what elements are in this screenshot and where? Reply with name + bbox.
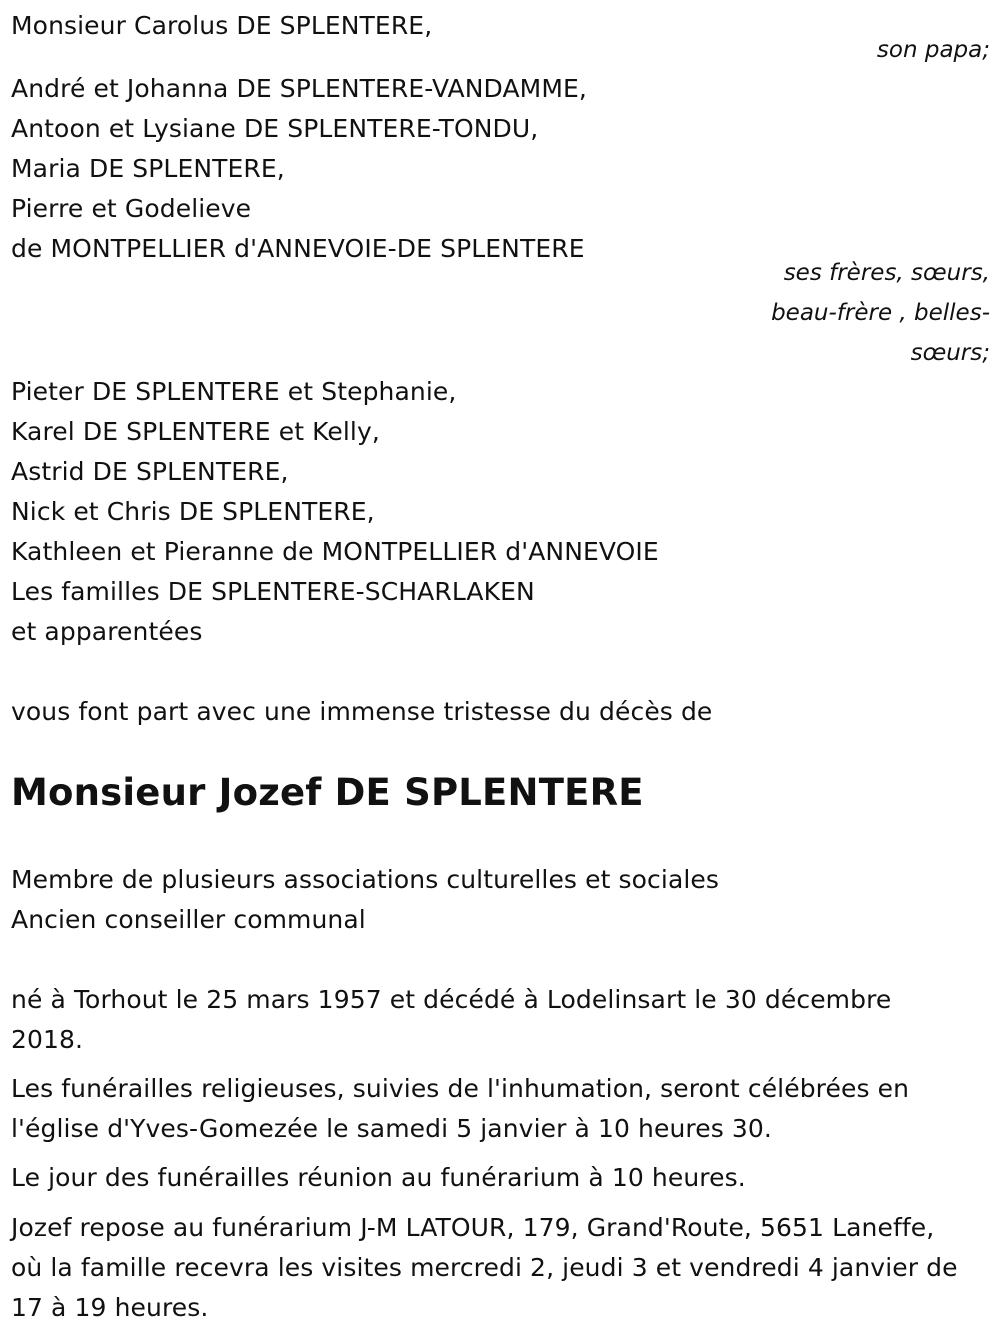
relative-name: Karel DE SPLENTERE et Kelly, xyxy=(11,417,380,446)
relative-name: et apparentées xyxy=(11,617,203,646)
announcement-text: vous font part avec une immense tristesse du décès de xyxy=(11,697,713,726)
father-relation: son papa; xyxy=(876,37,990,63)
sibling-name: Antoon et Lysiane DE SPLENTERE-TONDU, xyxy=(11,114,539,143)
gathering-paragraph: Le jour des funérailles réunion au funérarium à 10 heures. xyxy=(11,1163,746,1192)
father-name: Monsieur Carolus DE SPLENTERE, xyxy=(11,11,433,40)
relative-name: Les familles DE SPLENTERE-SCHARLAKEN xyxy=(11,577,535,606)
role-line: Ancien conseiller communal xyxy=(11,905,366,934)
sibling-name: de MONTPELLIER d'ANNEVOIE-DE SPLENTERE xyxy=(11,234,585,263)
visitation-paragraph: Jozef repose au funérarium J-M LATOUR, 179, Grand'Route, 5651 Laneffe, où la famille recevra les visites mercredi 2, jeudi 3 et vendredi 4 janvier de 17 à 19 heures. xyxy=(11,1213,958,1322)
sibling-name: Pierre et Godelieve xyxy=(11,194,252,223)
sibling-name: Maria DE SPLENTERE, xyxy=(11,154,285,183)
sibling-name: André et Johanna DE SPLENTERE-VANDAMME, xyxy=(11,74,587,103)
relative-name: Astrid DE SPLENTERE, xyxy=(11,457,289,486)
birth-death-paragraph: né à Torhout le 25 mars 1957 et décédé à Lodelinsart le 30 décembre 2018. xyxy=(11,985,892,1054)
role-line: Membre de plusieurs associations culturelles et sociales xyxy=(11,865,720,894)
siblings-relation-line: beau-frère , belles- xyxy=(771,300,990,326)
relative-name: Nick et Chris DE SPLENTERE, xyxy=(11,497,375,526)
relative-name: Kathleen et Pieranne de MONTPELLIER d'ANNEVOIE xyxy=(11,537,659,566)
siblings-relation-line: ses frères, sœurs, xyxy=(783,260,990,286)
relative-name: Pieter DE SPLENTERE et Stephanie, xyxy=(11,377,457,406)
deceased-name: Monsieur Jozef DE SPLENTERE xyxy=(11,771,644,814)
funeral-paragraph: Les funérailles religieuses, suivies de l'inhumation, seront célébrées en l'église d'Yves-Gomezée le samedi 5 janvier à 10 heures 30. xyxy=(11,1074,910,1143)
siblings-relation-line: sœurs; xyxy=(910,340,990,366)
